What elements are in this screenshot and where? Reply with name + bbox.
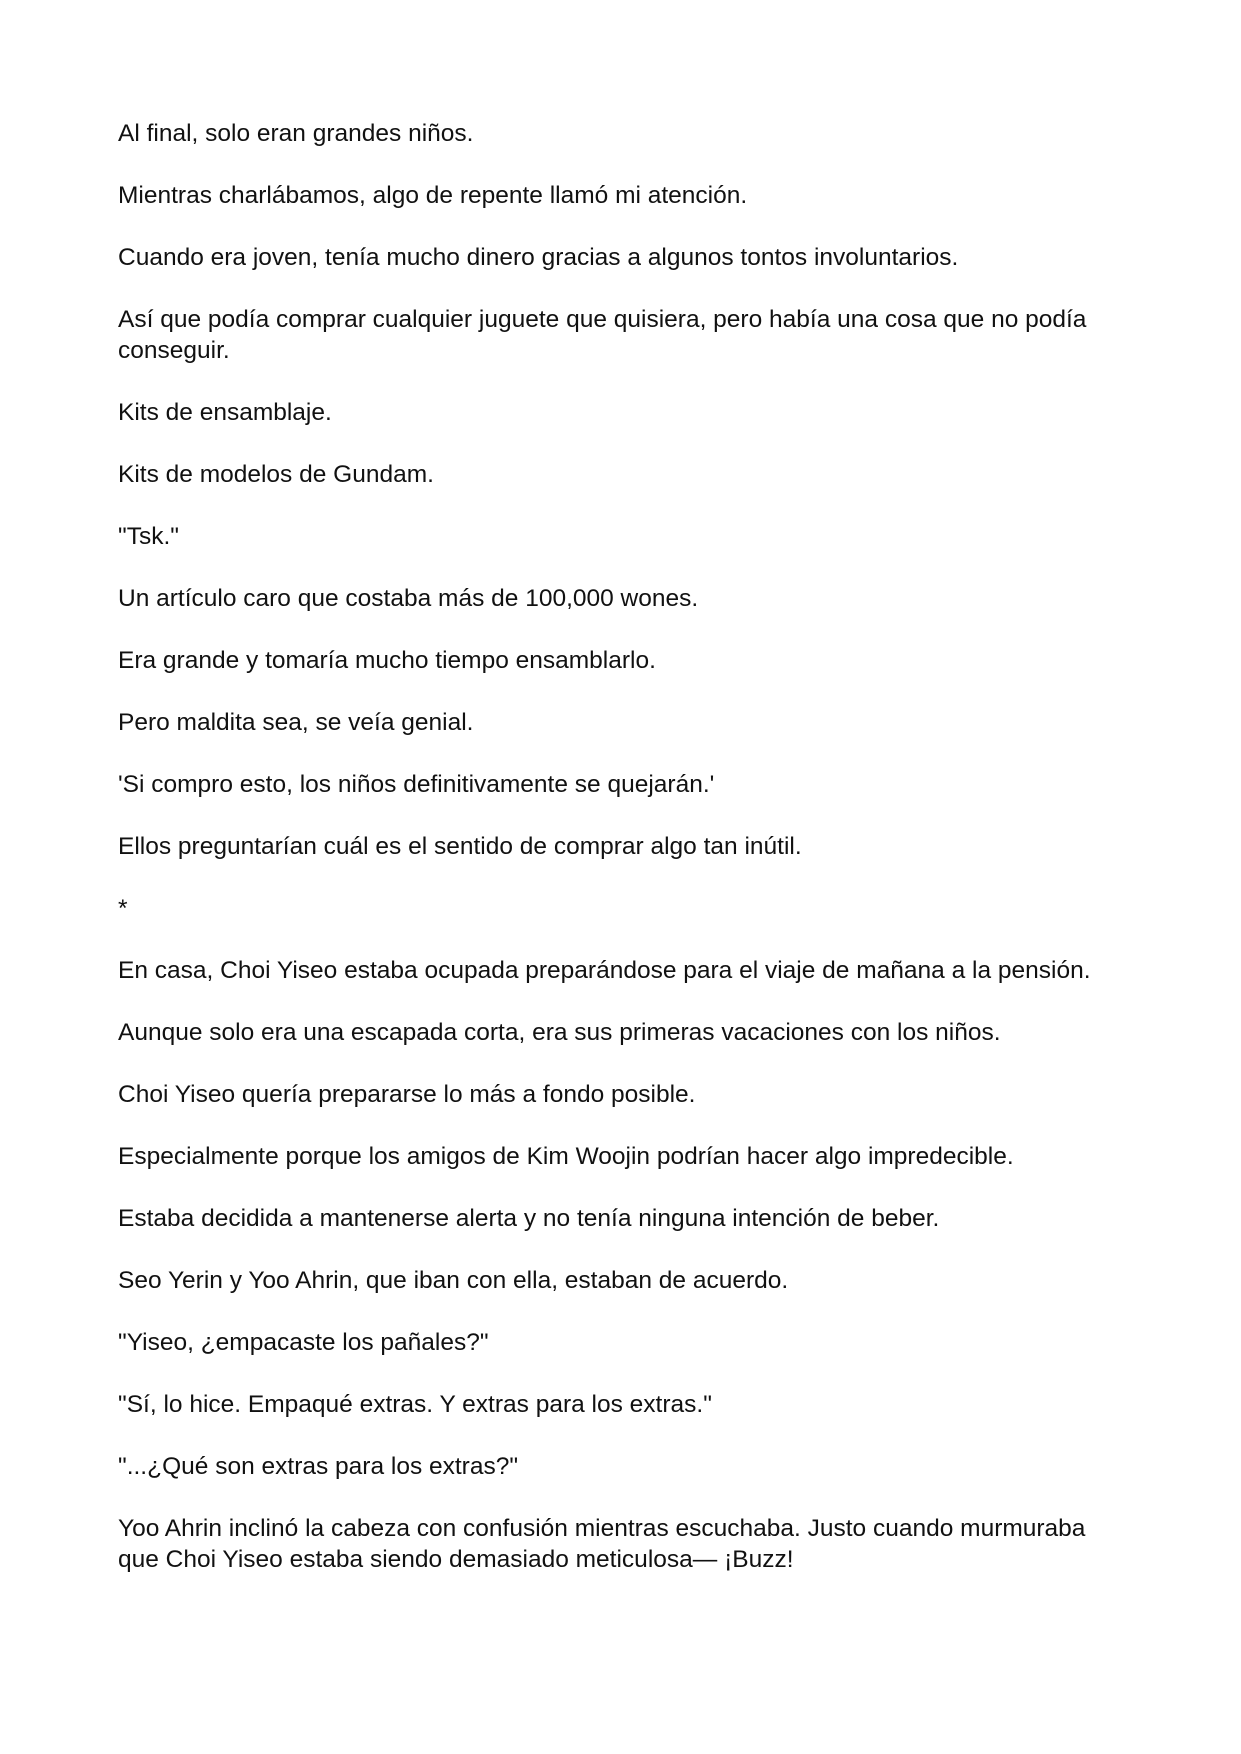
document-body [118, 118, 1128, 1606]
paragraph: 'Si compro esto, los niños definitivamente se quejarán.' [118, 771, 715, 798]
paragraph: Yoo Ahrin inclinó la cabeza con confusión mientras escuchaba. Justo cuando murmuraba que Choi Yiseo estaba siendo demasiado meticulosa— ¡Buzz! [118, 1515, 1093, 1573]
paragraph: Así que podía comprar cualquier juguete que quisiera, pero había una cosa que no podía conseguir. [118, 306, 1094, 364]
paragraph: Cuando era joven, tenía mucho dinero gracias a algunos tontos involuntarios. [118, 244, 959, 271]
paragraph: "Tsk." [118, 523, 179, 550]
paragraph: Un artículo caro que costaba más de 100,000 wones. [118, 585, 699, 612]
paragraph: Kits de ensamblaje. [118, 399, 332, 426]
paragraph: Pero maldita sea, se veía genial. [118, 709, 474, 736]
paragraph: Ellos preguntarían cuál es el sentido de comprar algo tan inútil. [118, 833, 802, 860]
paragraph: En casa, Choi Yiseo estaba ocupada preparándose para el viaje de mañana a la pensión. [118, 957, 1091, 984]
paragraph: Especialmente porque los amigos de Kim Woojin podrían hacer algo impredecible. [118, 1143, 1014, 1170]
paragraph: "Yiseo, ¿empacaste los pañales?" [118, 1329, 489, 1356]
paragraph: "Sí, lo hice. Empaqué extras. Y extras para los extras." [118, 1391, 712, 1418]
paragraph: Era grande y tomaría mucho tiempo ensamblarlo. [118, 647, 656, 674]
paragraph: Seo Yerin y Yoo Ahrin, que iban con ella, estaban de acuerdo. [118, 1267, 789, 1294]
paragraph: Mientras charlábamos, algo de repente llamó mi atención. [118, 182, 748, 209]
paragraph: "...¿Qué son extras para los extras?" [118, 1453, 519, 1480]
paragraph: Kits de modelos de Gundam. [118, 461, 434, 488]
paragraph: Choi Yiseo quería prepararse lo más a fondo posible. [118, 1081, 696, 1108]
paragraph: Aunque solo era una escapada corta, era sus primeras vacaciones con los niños. [118, 1019, 1001, 1046]
paragraph: Estaba decidida a mantenerse alerta y no tenía ninguna intención de beber. [118, 1205, 940, 1232]
paragraph: Al final, solo eran grandes niños. [118, 120, 474, 147]
scene-break: * [118, 895, 128, 922]
